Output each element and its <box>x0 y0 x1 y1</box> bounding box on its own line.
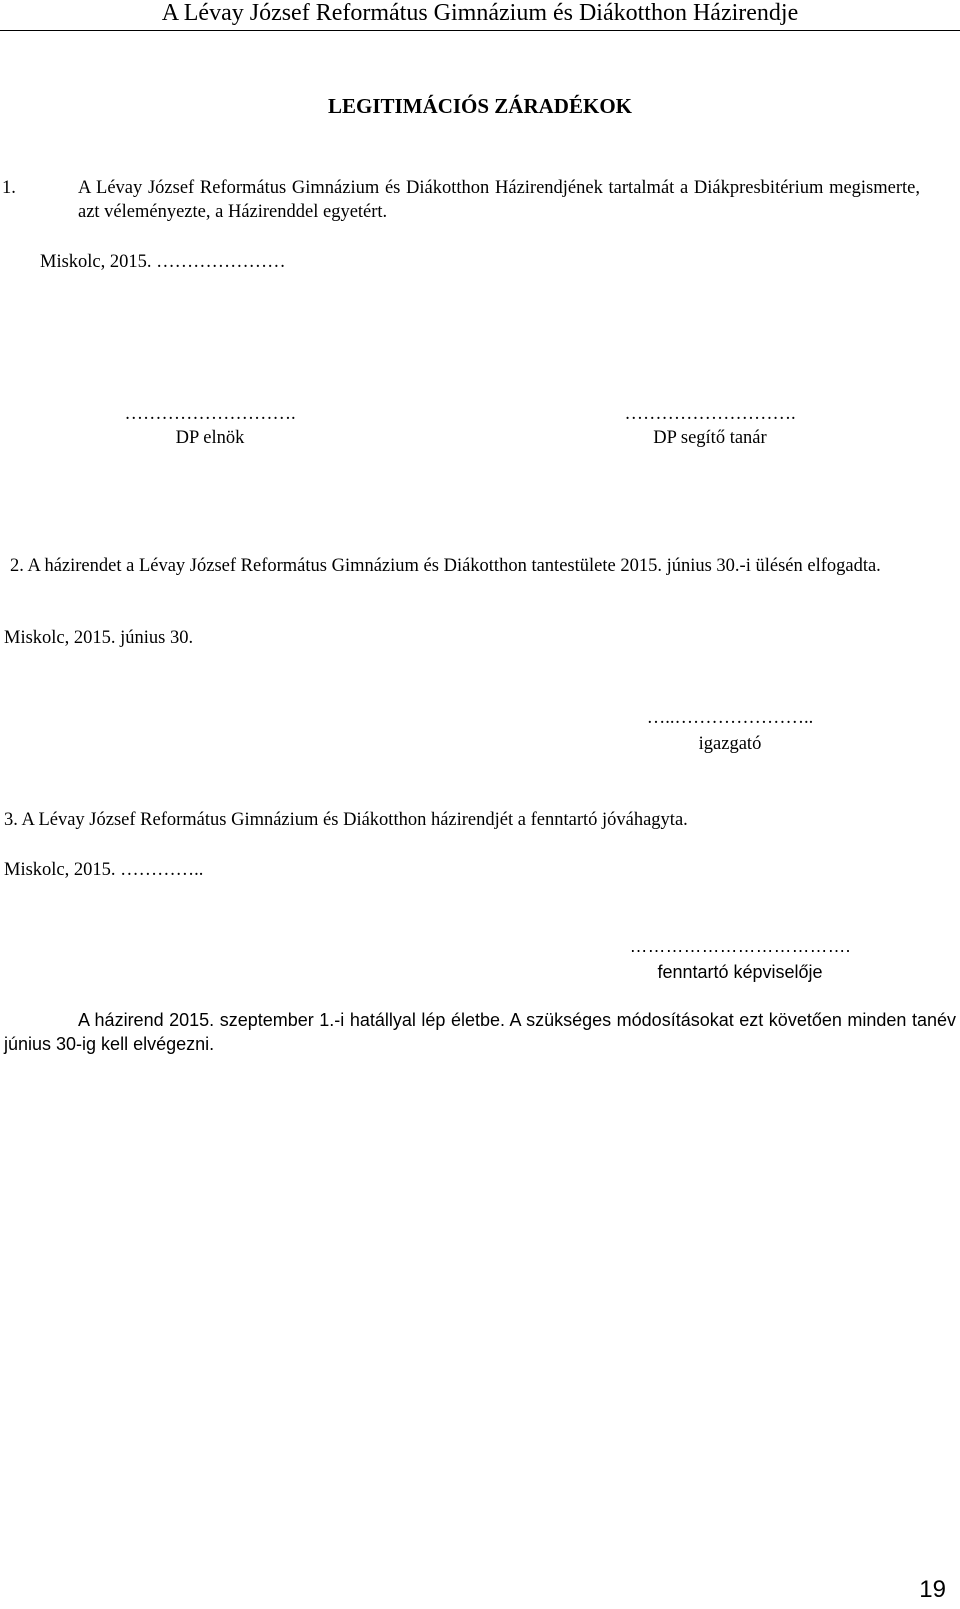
section-1-signer-1-line: ………………………. <box>124 404 296 424</box>
section-1-paragraph <box>2 176 920 224</box>
section-1-signer-2-role: DP segítő tanár <box>653 428 767 448</box>
page-title: LEGITIMÁCIÓS ZÁRADÉKOK <box>328 94 632 118</box>
section-2-signer-line: …..………………….. <box>646 708 814 728</box>
effective-date-paragraph: A házirend 2015. szeptember 1.-i hatállyal lép életbe. A szükséges módosításokat ezt követően minden tanév június 30-ig kell elvégezni. <box>4 1010 956 1054</box>
section-3-signer-role: fenntartó képviselője <box>657 962 823 982</box>
section-2-signer-role: igazgató <box>698 734 762 754</box>
section-1-number: 1. <box>2 178 16 198</box>
section-2-paragraph: 2. A házirendet a Lévay József Református Gimnázium és Diákotthon tantestülete 2015. június 30.-i ülésén elfogadta. <box>10 556 881 576</box>
page-number: 19 <box>919 1576 946 1603</box>
section-1-signer-1-role: DP elnök <box>175 428 245 448</box>
section-3-paragraph: 3. A Lévay József Református Gimnázium és Diákotthon házirendjét a fenntartó jóváhagyta. <box>4 810 688 830</box>
page-header: A Lévay József Református Gimnázium és Diákotthon Házirendje <box>0 0 960 31</box>
section-2-date: Miskolc, 2015. június 30. <box>4 628 194 648</box>
section-1-date: Miskolc, 2015. ………………… <box>40 252 286 272</box>
section-3-signer-line: ………………………………. <box>629 936 851 956</box>
section-1-signer-2-line: ………………………. <box>624 404 796 424</box>
section-3-date: Miskolc, 2015. ………….. <box>4 860 204 880</box>
section-1-text: A Lévay József Református Gimnázium és Diákotthon Házirendjének tartalmát a Diákpresbitérium megismerte, azt véleményezte, a Házirenddel egyetért. <box>78 178 920 222</box>
